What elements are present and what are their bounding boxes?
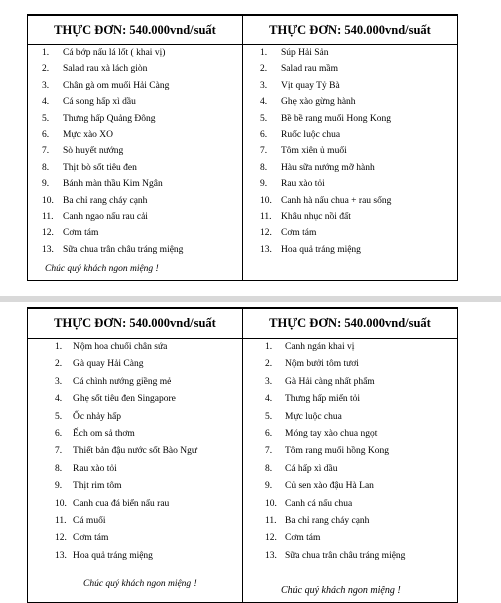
menu-item-label: Hoa quả tráng miệng	[281, 244, 361, 255]
menu-item-label: Ghẹ xào gừng hành	[281, 97, 356, 108]
menu-item-number: 13.	[265, 550, 277, 561]
menu-title: THỰC ĐƠN: 540.000vnd/suất	[28, 15, 243, 45]
menu-item-number: 11.	[265, 515, 277, 526]
menu-item	[28, 160, 242, 176]
menu-footer: Chúc quý khách ngon miệng !	[281, 585, 401, 597]
menu-item	[243, 356, 457, 373]
menu-item	[28, 78, 242, 94]
menu-item-label: Hàu sữa nướng mỡ hành	[281, 162, 375, 173]
menu-item	[243, 530, 457, 547]
menu-item	[28, 111, 242, 127]
menu-item-label: Canh ngán khai vị	[285, 342, 355, 352]
menu-item-label: Ốc nhảy hấp	[73, 411, 122, 422]
menu-item	[28, 143, 242, 159]
menu-item	[243, 409, 457, 426]
menu-item	[28, 94, 242, 110]
menu-item-number: 4.	[42, 97, 50, 108]
menu-item-label: Ruốc luộc chua	[281, 129, 341, 140]
menu-item	[28, 496, 242, 513]
menu-item	[243, 193, 457, 209]
menu-item	[28, 45, 242, 61]
menu-item-number: 5.	[265, 411, 273, 422]
menu-item-label: Móng tay xào chua ngọt	[285, 428, 378, 439]
menu-item	[243, 242, 457, 258]
menu-item	[28, 374, 242, 391]
menu-item-number: 11.	[55, 515, 67, 526]
menu-item-list	[243, 45, 457, 258]
menu-item-number: 7.	[55, 446, 63, 457]
menu-card	[243, 45, 458, 281]
menu-item-label: Ba chỉ rang cháy cạnh	[285, 515, 370, 526]
menu-item-number: 2.	[42, 64, 50, 75]
menu-card	[243, 339, 458, 603]
menu-item	[243, 496, 457, 513]
menu-item	[243, 209, 457, 225]
menu-item	[243, 548, 457, 565]
menu-item-label: Chân gà om muối Hải Càng	[63, 80, 170, 91]
menu-item-number: 5.	[55, 411, 63, 422]
menu-item	[28, 548, 242, 565]
menu-item	[243, 339, 457, 356]
menu-item-number: 7.	[265, 446, 273, 457]
menu-item	[243, 426, 457, 443]
menu-footer: Chúc quý khách ngon miệng !	[45, 264, 159, 275]
menu-title: THỰC ĐƠN: 540.000vnd/suất	[28, 308, 243, 339]
menu-item-label: Sò huyết nướng	[63, 146, 124, 157]
menu-item	[28, 339, 242, 356]
menu-item-label: Ba chỉ rang cháy cạnh	[63, 195, 148, 206]
menu-item	[243, 160, 457, 176]
menu-item-number: 11.	[260, 211, 272, 222]
menu-item-number: 2.	[260, 64, 268, 75]
menu-item-number: 7.	[260, 146, 268, 157]
menu-item-label: Canh cá nấu chua	[285, 498, 353, 509]
menu-item-label: Cơm tám	[285, 533, 321, 544]
menu-item	[243, 513, 457, 530]
menu-item-label: Salad rau xà lách giòn	[63, 64, 148, 75]
menu-item-label: Cá chình nướng giềng mẻ	[73, 376, 172, 387]
menu-item-label: Súp Hải Sản	[281, 48, 329, 58]
menu-item-label: Bánh màn thầu Kim Ngân	[63, 179, 163, 190]
menu-item-list	[28, 45, 242, 258]
menu-item-number: 3.	[55, 376, 63, 387]
menu-item-label: Sữa chua trân châu tráng miệng	[285, 550, 406, 561]
menu-item-number: 3.	[265, 376, 273, 387]
menu-item	[28, 426, 242, 443]
menu-item	[28, 478, 242, 495]
menu-item	[243, 176, 457, 192]
menu-item-number: 10.	[260, 195, 272, 206]
menu-item	[243, 94, 457, 110]
menu-item-label: Thịt bò sốt tiêu đen	[63, 162, 137, 173]
menu-item-label: Canh hà nấu chua + rau sống	[281, 195, 392, 206]
menu-item-number: 1.	[260, 48, 268, 58]
menu-item-number: 1.	[55, 342, 63, 352]
menu-item-list	[28, 339, 242, 565]
menu-item-number: 4.	[260, 97, 268, 108]
menu-item-label: Cơm tám	[281, 228, 317, 239]
menu-item-number: 5.	[42, 113, 50, 124]
menu-item	[243, 478, 457, 495]
menu-item-label: Gà quay Hải Càng	[73, 359, 144, 370]
document-page-2	[0, 302, 501, 600]
menu-item-number: 12.	[260, 228, 272, 239]
menu-item-label: Sữa chua trân châu tráng miệng	[63, 244, 184, 255]
menu-item-number: 6.	[42, 129, 50, 140]
menu-item	[243, 391, 457, 408]
menu-item	[28, 391, 242, 408]
menu-item	[28, 61, 242, 77]
menu-item-label: Cá bớp nấu lá lốt ( khai vị)	[63, 48, 166, 58]
menu-item-label: Mực luộc chua	[285, 411, 342, 422]
menu-item-number: 3.	[260, 80, 268, 91]
document-page-1	[0, 0, 501, 296]
menu-item	[28, 409, 242, 426]
menu-item	[28, 513, 242, 530]
menu-item-number: 4.	[55, 394, 63, 405]
menu-item-label: Cơm tám	[63, 228, 99, 239]
menu-item-number: 12.	[265, 533, 277, 544]
menu-item-number: 9.	[42, 179, 50, 190]
menu-item-label: Rau xào tỏi	[281, 179, 325, 190]
menu-item-number: 13.	[42, 244, 54, 255]
menu-item	[243, 45, 457, 61]
menu-item-label: Hoa quả tráng miệng	[73, 550, 153, 561]
menu-item-number: 1.	[265, 342, 273, 352]
menu-card	[28, 45, 243, 281]
menu-item-label: Cá song hấp xì dầu	[63, 97, 136, 108]
menu-item-label: Bề bề rang muối Hong Kong	[281, 113, 392, 124]
menu-item	[243, 111, 457, 127]
menu-item	[28, 461, 242, 478]
menu-item-label: Ếch om sả thơm	[73, 428, 135, 439]
menu-item-number: 4.	[265, 394, 273, 405]
menu-item-number: 12.	[55, 533, 67, 544]
menu-item-label: Canh cua đá biển nấu rau	[73, 498, 170, 509]
menu-item-number: 9.	[55, 481, 63, 492]
menu-item-list	[243, 339, 457, 565]
menu-table	[27, 14, 458, 281]
menu-item-label: Tôm xiên ủ muối	[281, 146, 347, 157]
menu-item-number: 3.	[42, 80, 50, 91]
menu-item-number: 6.	[260, 129, 268, 140]
menu-item-number: 8.	[55, 463, 63, 474]
menu-item-label: Vịt quay Tỷ Bà	[281, 80, 340, 91]
menu-item	[28, 443, 242, 460]
menu-item-number: 2.	[55, 359, 63, 370]
menu-item-number: 1.	[42, 48, 50, 58]
menu-item-label: Canh ngao nấu rau cải	[63, 211, 148, 222]
menu-item	[243, 61, 457, 77]
menu-item-number: 12.	[42, 228, 54, 239]
menu-item	[243, 461, 457, 478]
menu-item-label: Mực xào XO	[63, 129, 114, 140]
menu-item-label: Thưng hấp Quảng Đông	[63, 113, 156, 124]
menu-item-label: Thưng hấp miến tỏi	[285, 394, 361, 405]
menu-item	[243, 78, 457, 94]
menu-item-label: Salad rau mầm	[281, 64, 338, 75]
menu-item-number: 9.	[265, 481, 273, 492]
menu-item	[243, 143, 457, 159]
menu-item	[28, 356, 242, 373]
menu-item-label: Củ sen xào đậu Hà Lan	[285, 481, 374, 492]
menu-item-number: 10.	[265, 498, 277, 509]
menu-item-number: 9.	[260, 179, 268, 190]
menu-item-label: Khâu nhục nồi đất	[281, 211, 351, 222]
menu-item-number: 6.	[265, 428, 273, 439]
menu-item-number: 11.	[42, 211, 54, 222]
menu-item	[243, 127, 457, 143]
menu-item-number: 8.	[260, 162, 268, 173]
menu-footer: Chúc quý khách ngon miệng !	[83, 579, 197, 590]
menu-table	[27, 307, 458, 603]
menu-item-number: 5.	[260, 113, 268, 124]
menu-item	[28, 209, 242, 225]
menu-item-label: Ghẹ sốt tiêu đen Singapore	[73, 394, 176, 405]
menu-item-number: 6.	[55, 428, 63, 439]
menu-title: THỰC ĐƠN: 540.000vnd/suất	[243, 15, 458, 45]
menu-item-number: 10.	[42, 195, 54, 206]
menu-item	[28, 225, 242, 241]
menu-item-number: 13.	[55, 550, 67, 561]
menu-item-number: 10.	[55, 498, 67, 509]
menu-item-number: 8.	[265, 463, 273, 474]
menu-item	[28, 176, 242, 192]
menu-title: THỰC ĐƠN: 540.000vnd/suất	[243, 308, 458, 339]
menu-item	[243, 374, 457, 391]
menu-item	[243, 225, 457, 241]
menu-item-label: Thiết bản đậu nước sốt Bào Ngư	[73, 446, 198, 457]
menu-item-number: 8.	[42, 162, 50, 173]
menu-item-label: Cá hấp xì dầu	[285, 463, 338, 474]
menu-item	[28, 127, 242, 143]
menu-item-number: 7.	[42, 146, 50, 157]
menu-item-label: Nộm bưởi tôm tươi	[285, 359, 359, 370]
menu-item-label: Cá muối	[73, 515, 106, 526]
menu-card	[28, 339, 243, 603]
menu-item	[28, 242, 242, 258]
menu-item	[28, 193, 242, 209]
menu-item-label: Gà Hải càng nhất phẩm	[285, 376, 375, 387]
menu-item-label: Rau xào tỏi	[73, 463, 117, 474]
menu-item-number: 2.	[265, 359, 273, 370]
menu-item-label: Nộm hoa chuối chân sứa	[73, 342, 168, 352]
menu-item-number: 13.	[260, 244, 272, 255]
menu-item-label: Tôm rang muối hồng Kong	[285, 446, 389, 457]
menu-item-label: Cơm tám	[73, 533, 109, 544]
menu-item	[28, 530, 242, 547]
menu-item	[243, 443, 457, 460]
menu-item-label: Thịt rim tôm	[73, 481, 122, 492]
